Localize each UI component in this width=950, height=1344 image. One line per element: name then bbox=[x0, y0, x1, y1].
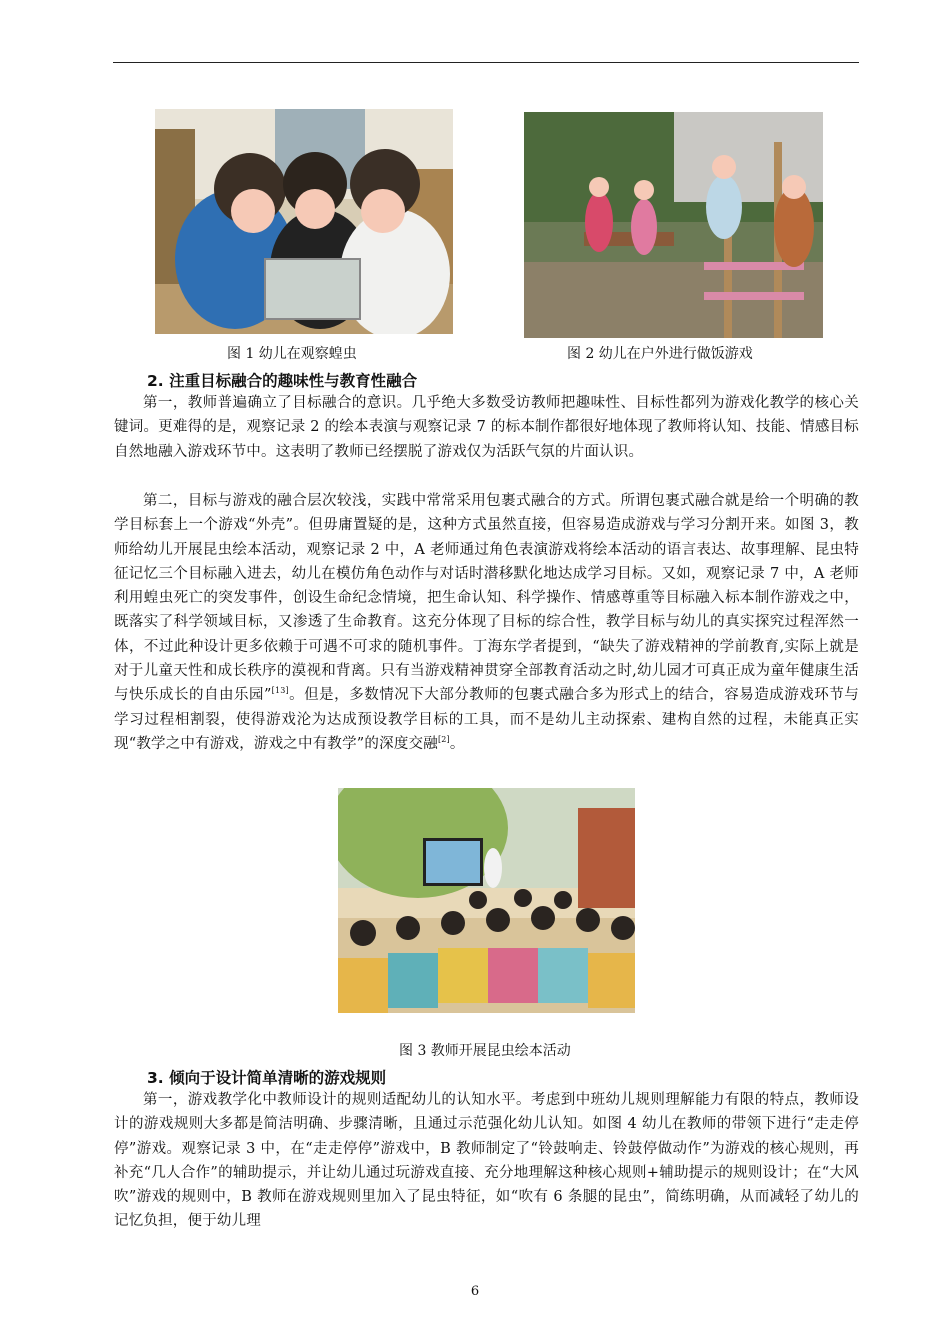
section-2-paragraph-2: 第二，目标与游戏的融合层次较浅，实践中常常采用包裹式融合的方式。所谓包裹式融合就是给一个明确的教学目标套上一个游戏“外壳”。但毋庸置疑的是，这种方式虽然直接，但容易造成游戏与学习分割开来。如图 3，教师给幼儿开展昆虫绘本活动，观察记录 2 中，A 老师通过角色表演游戏将绘本活动的语言表达、故事理解、昆虫特征记忆三个目标融入进去，幼儿在模仿角色动作与对话时潜移默化地达成学习目标。又如，观察记录 7 中，A 老师利用蝗虫死亡的突发事件，创设生命纪念情境，把生命认知、科学操作、情感尊重等目标融入标本制作游戏之中，既落实了科学领域目标，又渗透了生命教育。这充分体现了目标的综合性，教学目标与幼儿的真实探究过程浑然一体，不过此种设计更多依赖于可遇不可求的随机事件。丁海东学者提到，“缺失了游戏精神的学前教育,实际上就是对于儿童天性和成长秩序的漠视和背离。只有当游戏精神贯穿全部教育活动之时,幼儿园才可真正成为童年健康生活与快乐成长的自由乐园”[13]。但是，多数情况下大部分教师的包裹式融合多为形式上的结合，容易造成游戏环节与学习过程相割裂，使得游戏沦为达成预设教学目标的工具，而不是幼儿主动探索、建构自然的过程，未能真正实现“教学之中有游戏，游戏之中有教学”的深度交融[2]。 bbox=[114, 493, 859, 752]
page-number: 6 bbox=[470, 1284, 480, 1299]
figure-3-photo bbox=[338, 788, 635, 1013]
figure-2-caption: 图 2 幼儿在户外进行做饭游戏 bbox=[567, 346, 753, 362]
figure-3-caption: 图 3 教师开展昆虫绘本活动 bbox=[399, 1043, 571, 1059]
citation-2: [2] bbox=[437, 734, 450, 744]
header-rule bbox=[113, 62, 859, 63]
section-2-paragraph-1: 第一，教师普遍确立了目标融合的意识。几乎绝大多数受访教师把趣味性、目标性都列为游戏化教学的核心关键词。更难得的是，观察记录 2 的绘本表演与观察记录 7 的标本制作都很好地体现了教师将认知、技能、情感目标自然地融入游戏环节中。这表明了教师已经摆脱了游戏仅为活跃气氛的片面认识。 bbox=[114, 395, 859, 460]
figure-2-photo bbox=[524, 112, 823, 338]
section-3-paragraph-1: 第一，游戏教学化中教师设计的规则适配幼儿的认知水平。考虑到中班幼儿规则理解能力有限的特点，教师设计的游戏规则大多都是简洁明确、步骤清晰，且通过示范强化幼儿认知。如图 4 幼儿在教师的带领下进行“走走停停”游戏。观察记录 3 中，在“走走停停”游戏中，B 教师制定了“铃鼓响走、铃鼓停做动作”为游戏的核心规则，再补充“几人合作”的辅助提示，并让幼儿通过玩游戏直接、充分地理解这种核心规则+辅助提示的规则设计；在“大风吹”游戏的规则中，B 教师在游戏规则里加入了昆虫特征，如“吹有 6 条腿的昆虫”，简练明确，从而减轻了幼儿的记忆负担，便于幼儿理 bbox=[114, 1092, 859, 1230]
section-2-heading: 2. 注重目标融合的趣味性与教育性融合 bbox=[147, 372, 418, 390]
section-3-heading: 3. 倾向于设计简单清晰的游戏规则 bbox=[147, 1069, 387, 1087]
citation-13: [13] bbox=[271, 686, 289, 696]
figure-1-photo bbox=[155, 109, 453, 334]
figure-1-caption: 图 1 幼儿在观察蝗虫 bbox=[227, 346, 357, 362]
